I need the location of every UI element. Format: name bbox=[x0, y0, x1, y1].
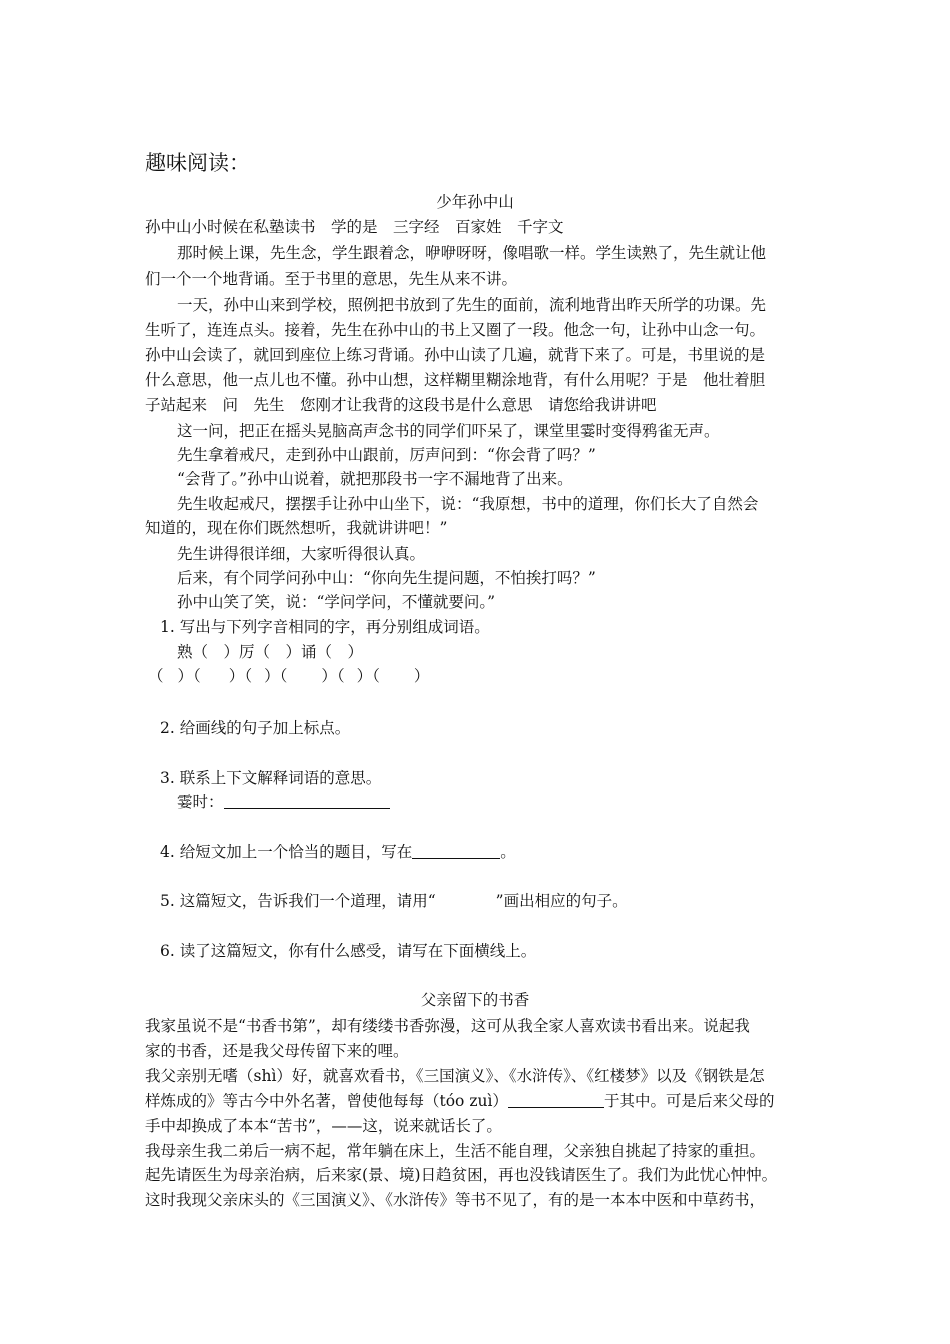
story2-line3: 我父亲别无嗜（shì）好，就喜欢看书，《三国演义》、《水浒传》、《红楼梦》以及《钢铁是怎 bbox=[145, 1067, 765, 1085]
story2-line5: 手中却换成了本本“苦书”，——这，说来就话长了。 bbox=[145, 1117, 502, 1135]
question-5: 5. 这篇短文，告诉我们一个道理，请用“ ”画出相应的句子。 bbox=[160, 892, 628, 910]
question-3-answer-blank[interactable] bbox=[224, 794, 390, 809]
answer-paren-5[interactable]: （ ） bbox=[336, 667, 373, 685]
story1-p7: 先生讲得很详细，大家听得很认真。 bbox=[177, 545, 426, 563]
story1-title: 少年孙中山 bbox=[436, 193, 514, 211]
question-2: 2. 给画线的句子加上标点。 bbox=[160, 719, 351, 737]
answer-paren-3[interactable]: （ ） bbox=[244, 667, 280, 685]
story1-p0: 孙中山小时候在私塾读书 学的是 三字经 百家姓 千字文 bbox=[145, 218, 564, 236]
story1-p3: 这一问，把正在摇头晃脑高声念书的同学们吓呆了，课堂里霎时变得鸦雀无声。 bbox=[177, 422, 720, 440]
story1-p1-line1: 那时候上课，先生念，学生跟着念，咿咿呀呀，像唱歌一样。学生读熟了，先生就让他 bbox=[177, 244, 767, 262]
question-1: 1. 写出与下列字音相同的字，再分别组成词语。 bbox=[160, 618, 490, 636]
section-title: 趣味阅读： bbox=[145, 151, 250, 175]
question-3-answer bbox=[177, 792, 390, 812]
question-1-answer-row bbox=[148, 666, 429, 686]
question-3: 3. 联系上下文解释词语的意思。 bbox=[160, 769, 382, 787]
story2-line4: 样炼成的》等古今中外名著，曾使他每每（tóo zuì） 于其中。可是后来父母的 bbox=[145, 1092, 775, 1110]
story1-p1-line2: 们一个一个地背诵。至于书里的意思，先生从来不讲。 bbox=[145, 270, 518, 288]
story1-p2-line5: 子站起来 问 先生 您刚才让我背的这段书是什么意思 请您给我讲讲吧 bbox=[145, 396, 657, 414]
story1-p8: 后来，有个同学问孙中山：“你向先生提问题，不怕挨打吗？” bbox=[177, 569, 596, 587]
question-1-chars: 熟（ ）厉（ ）诵（ ） bbox=[177, 643, 364, 661]
answer-paren-2[interactable]: （ ） bbox=[193, 667, 245, 685]
story2-answer-blank[interactable] bbox=[508, 1093, 604, 1108]
answer-paren-4[interactable]: （ ） bbox=[279, 667, 337, 685]
story2-title: 父亲留下的书香 bbox=[420, 991, 530, 1009]
story2-line6: 我母亲生我二弟后一病不起，常年躺在床上，生活不能自理，父亲独自挑起了持家的重担。 bbox=[145, 1142, 766, 1160]
story1-p2-line1: 一天，孙中山来到学校，照例把书放到了先生的面前，流利地背出昨天所学的功课。先 bbox=[177, 296, 767, 314]
story1-p6-line1: 先生收起戒尺，摆摆手让孙中山坐下，说：“我原想，书中的道理，你们长大了自然会 bbox=[177, 495, 759, 513]
story1-p5: “会背了。”孙中山说着，就把那段书一字不漏地背了出来。 bbox=[177, 470, 573, 488]
story2-line8: 这时我现父亲床头的《三国演义》、《水浒传》等书不见了，有的是一本本中医和中草药书， bbox=[145, 1191, 766, 1209]
story2-line2: 家的书香，还是我父母传留下来的哩。 bbox=[145, 1042, 409, 1060]
story2-line1: 我家虽说不是“书香书第”，却有缕缕书香弥漫，这可从我全家人喜欢读书看出来。说起我 bbox=[145, 1017, 750, 1035]
story1-p9: 孙中山笑了笑，说：“学问学问，不懂就要问。” bbox=[177, 593, 496, 611]
answer-paren-6[interactable]: （ ） bbox=[372, 667, 430, 685]
question-4: 4. 给短文加上一个恰当的题目，写在 。 bbox=[160, 843, 516, 861]
story1-p4: 先生拿着戒尺，走到孙中山跟前，厉声问到：“你会背了吗？” bbox=[177, 446, 596, 464]
question-3-word: 霎时： bbox=[177, 793, 224, 811]
question-4-answer-blank[interactable] bbox=[412, 844, 500, 859]
question-6: 6. 读了这篇短文，你有什么感受，请写在下面横线上。 bbox=[160, 942, 537, 960]
story1-p2-line3: 孙中山会读了，就回到座位上练习背诵。孙中山读了几遍，就背下来了。可是，书里说的是 bbox=[145, 346, 766, 364]
story2-line7: 起先请医生为母亲治病，后来家(景、境)日趋贫困，再也没钱请医生了。我们为此忧心忡忡。 bbox=[145, 1166, 778, 1184]
story1-p2-line4: 什么意思，他一点儿也不懂。孙中山想，这样糊里糊涂地背，有什么用呢？于是 他壮着胆 bbox=[145, 371, 766, 389]
story1-p6-line2: 知道的，现在你们既然想听，我就讲讲吧！” bbox=[145, 519, 448, 537]
story1-p2-line2: 生听了，连连点头。接着，先生在孙中山的书上又圈了一段。他念一句，让孙中山念一句。 bbox=[145, 321, 766, 339]
answer-paren-1[interactable]: （ ） bbox=[148, 667, 194, 685]
